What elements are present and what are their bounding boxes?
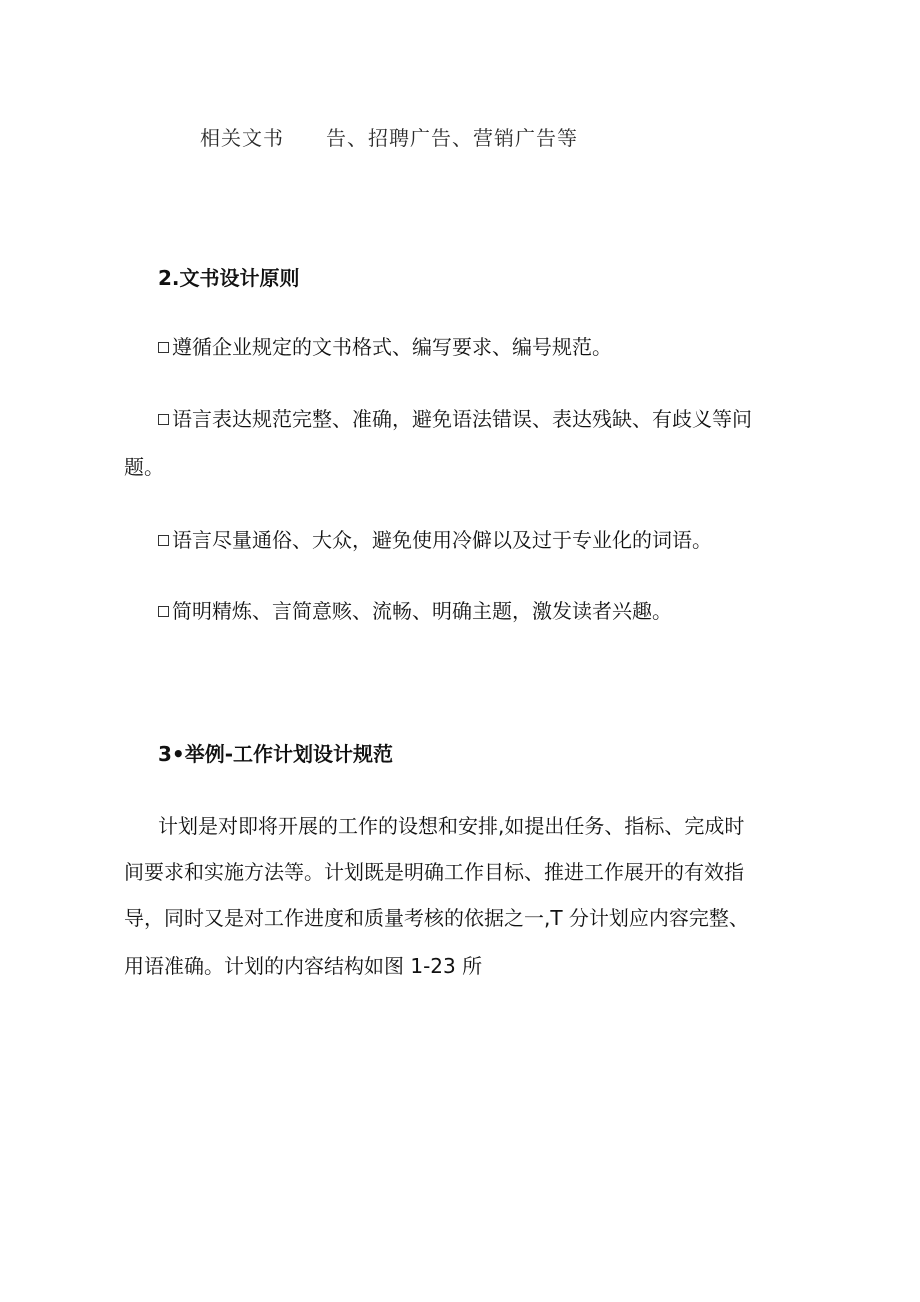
paragraph-line: 计划是对即将开展的工作的设想和安排,如提出任务、指标、完成时 <box>158 814 745 838</box>
paragraph-line: 导，同时又是对工作进度和质量考核的依据之一,T 分计划应内容完整、 <box>124 906 749 930</box>
related-prefix: 相关文书 <box>200 126 284 150</box>
checkbox-bullet-icon <box>158 535 169 546</box>
principle-text: 语言表达规范完整、准确，避免语法错误、表达残缺、有歧义等问 <box>172 407 752 431</box>
principle-text: 遵循企业规定的文书格式、编写要求、编号规范。 <box>172 335 612 359</box>
principle-item <box>158 597 672 625</box>
checkbox-bullet-icon <box>158 342 169 353</box>
section-heading-design-principles: 2.文书设计原则 <box>158 266 300 290</box>
principle-item <box>158 333 612 361</box>
principle-text: 语言尽量通俗、大众，避免使用冷僻以及过于专业化的词语。 <box>172 528 712 552</box>
checkbox-bullet-icon <box>158 414 169 425</box>
section-heading-work-plan-example: 3•举例-工作计划设计规范 <box>158 742 393 766</box>
paragraph-line: 用语准确。计划的内容结构如图 1-23 所 <box>124 954 483 978</box>
checkbox-bullet-icon <box>158 606 169 617</box>
principle-text-continuation: 题。 <box>124 455 164 479</box>
principle-text: 简明精炼、言简意赅、流畅、明确主题，激发读者兴趣。 <box>172 599 672 623</box>
related-suffix: 告、招聘广告、营销广告等 <box>326 126 578 150</box>
related-documents-line <box>200 122 578 151</box>
principle-item <box>158 405 752 433</box>
paragraph-line: 间要求和实施方法等。计划既是明确工作目标、推进工作展开的有效指 <box>124 860 744 884</box>
principle-item <box>158 526 712 554</box>
